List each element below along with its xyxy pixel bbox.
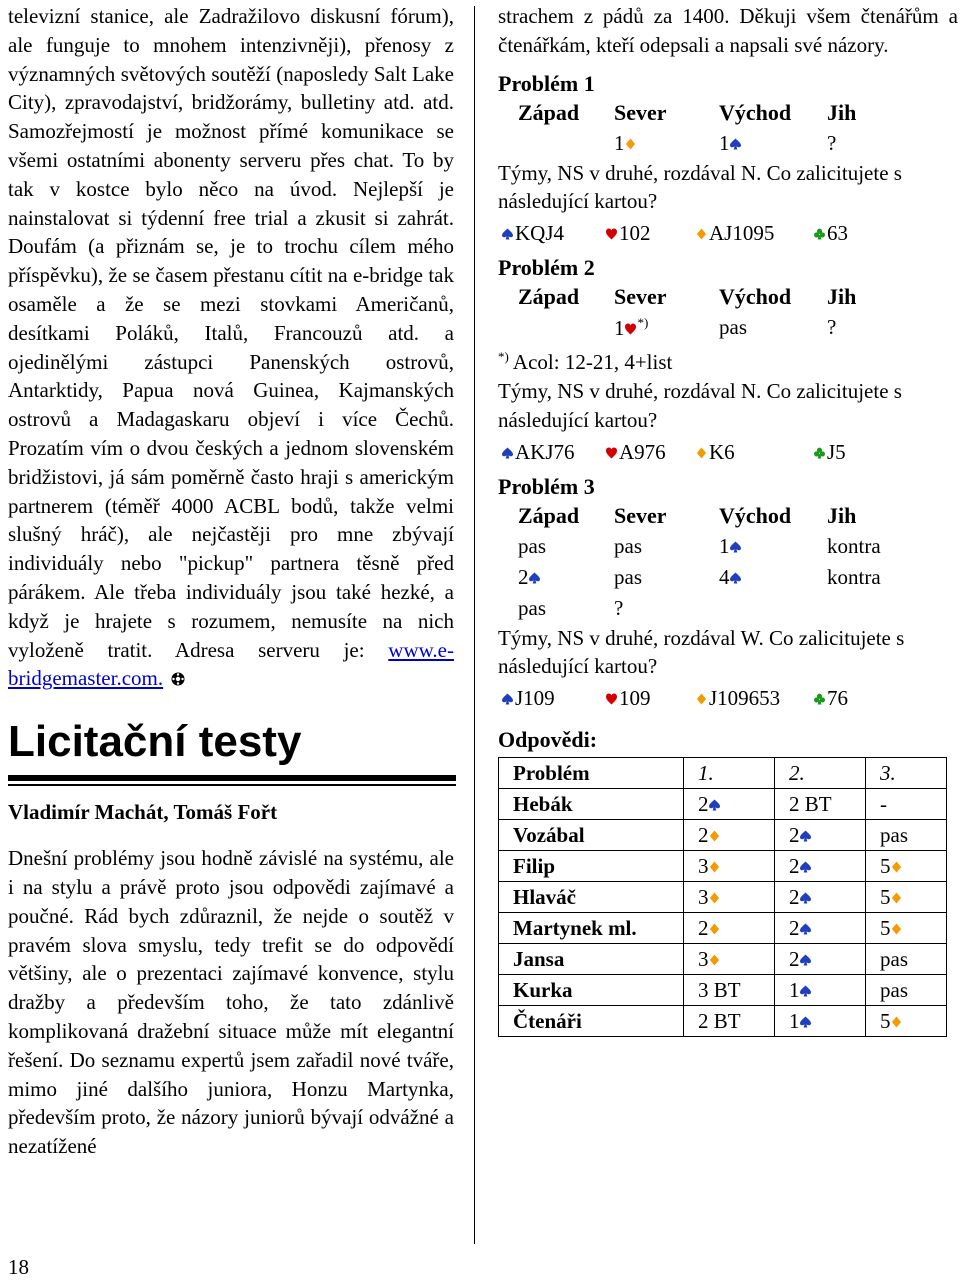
spade-icon bbox=[730, 541, 741, 553]
answer-cell bbox=[866, 851, 947, 882]
bidding-header: Východ bbox=[719, 284, 792, 310]
answers-header-row bbox=[499, 758, 947, 789]
diamond-icon bbox=[709, 954, 720, 966]
spade-icon bbox=[529, 572, 540, 584]
bid-value: 1 bbox=[719, 533, 730, 558]
bid-cell bbox=[719, 531, 827, 562]
bid-value: kontra bbox=[827, 564, 881, 589]
answer-cell bbox=[684, 789, 775, 820]
answers-header-cell: 2. bbox=[775, 758, 866, 789]
bid-value: 2 bbox=[789, 822, 800, 847]
answer-cell: Filip bbox=[499, 851, 684, 882]
problem-title: Problém 1 bbox=[498, 70, 595, 96]
bidding-row bbox=[518, 562, 927, 593]
bid-value: 3 bbox=[698, 884, 709, 909]
article-paragraph bbox=[8, 2, 454, 693]
hand-spades: J109 bbox=[515, 686, 555, 711]
heart-icon bbox=[625, 323, 636, 335]
spade-icon bbox=[800, 892, 811, 904]
problem-1 bbox=[498, 70, 958, 249]
club-icon bbox=[814, 693, 825, 705]
answer-cell bbox=[866, 882, 947, 913]
club-icon bbox=[814, 228, 825, 240]
spade-icon bbox=[800, 861, 811, 873]
spade-icon bbox=[800, 985, 811, 997]
answer-row bbox=[499, 975, 947, 1006]
bid-cell bbox=[614, 593, 719, 624]
hand-hearts: 109 bbox=[619, 686, 651, 711]
hand-clubs: 63 bbox=[827, 221, 848, 246]
bid-value: kontra bbox=[827, 533, 881, 558]
bid-value: 1 bbox=[614, 130, 625, 155]
answer-cell: Martynek ml. bbox=[499, 913, 684, 944]
bidding-row bbox=[518, 128, 927, 159]
answer-row bbox=[499, 944, 947, 975]
bid-cell bbox=[518, 593, 614, 624]
bid-cell bbox=[518, 531, 614, 562]
spade-icon bbox=[730, 572, 741, 584]
article-paragraph-2: Dnešní problémy jsou hodně závislé na systému, ale i na stylu a právě proto jsou odpovědi zajímavé a poučné. Rád bych zdůraznil, že nejde o soutěž v pravém slova smyslu, tedy trefit se do odpovědí většiny, ale o prezentaci zajímavé konvence, stylu dražby a především toho, že tato zdánlivě komplikovaná dražební situace může mít elegantní řešení. Do seznamu expertů jsem zařadil nové tváře, mimo jiné dalšího juniora, Honzu Martynka, především proto, že názory juniorů bývají odvážné a nezatížené bbox=[8, 846, 454, 1159]
bid-value: 3 bbox=[698, 946, 709, 971]
hand-clubs: J5 bbox=[827, 439, 846, 464]
answer-row bbox=[499, 789, 947, 820]
right-column bbox=[498, 2, 958, 1037]
problem-title: Problém 3 bbox=[498, 473, 595, 499]
bid-value: 5 bbox=[880, 915, 891, 940]
problem-question: Týmy, NS v druhé, rozdával N. Co zalicitujete s následující kartou? bbox=[498, 160, 902, 214]
problem-3 bbox=[498, 473, 958, 714]
paragraph-text: televizní stanice, ale Zadražilovo diskusní fórum), ale funguje to mnohem intenzivněji), přenosy z významných světových soutěží (naposledy Salt Lake City), zpravodajství, bridžorámy, bulletiny atd. atd. Samozřejmostí je možnost přímé komunikace se všemi ostatními abonenty serveru přes chat. To by tak v kostce bylo něco na úvod. Nejlepší je nainstalovat si týdenní free trial a zkusit si zahrát. Doufám (a přiznám se, je to trochu cílem mého příspěvku), že se časem přestanu cítit na e-bridge tak osaměle a že se mezi stovkami Američanů, desítkami Poláků, Italů, Francouzů atd. a ojedinělými zástupci Panenských ostrovů, Antarktidy, Papua nová Guinea, Kajmanských ostrovů a Madagaskaru objeví i více Čechů. Prozatím vím o dvou českých a jednom slovenském bridžistovi, já sám poměrně často hraji s americkým partnerem (téměř 4000 ACBL bodů, takže velmi slušný hráč), ale nejčastěji pro mne zbývají individuály nebo "pickup" partnera těsně před párákem. Ale třeba individuály jsou také hezké, a když je hrajete s rozumem, nemusíte na nich vyloženě tratit. Adresa serveru je: bbox=[8, 4, 454, 662]
bid-value: 1 bbox=[789, 977, 800, 1002]
bid-value: 5 bbox=[880, 1008, 891, 1033]
bidding-header: Sever bbox=[614, 99, 667, 125]
hand-diamonds: AJ1095 bbox=[709, 221, 775, 246]
diamond-icon bbox=[709, 830, 720, 842]
problem-question: Týmy, NS v druhé, rozdával N. Co zalicitujete s následující kartou? bbox=[498, 378, 902, 432]
club-icon bbox=[814, 447, 825, 459]
bid-value: 3 BT bbox=[698, 977, 741, 1002]
bid-value: 5 bbox=[880, 884, 891, 909]
heart-icon bbox=[606, 228, 617, 240]
answer-row bbox=[499, 820, 947, 851]
spade-icon bbox=[800, 830, 811, 842]
diamond-icon bbox=[891, 892, 902, 904]
bidding-row bbox=[518, 593, 927, 624]
hand bbox=[502, 683, 958, 713]
title-rule-thin bbox=[8, 784, 456, 786]
answer-cell bbox=[684, 944, 775, 975]
answer-cell bbox=[775, 913, 866, 944]
left-column bbox=[8, 2, 454, 1161]
title-rule-thick bbox=[8, 775, 456, 781]
bid-value: 2 BT bbox=[789, 791, 832, 816]
bid-value: 2 bbox=[789, 915, 800, 940]
diamond-icon bbox=[625, 138, 636, 150]
bid-value: ? bbox=[614, 595, 624, 620]
hand-clubs: 76 bbox=[827, 686, 848, 711]
diamond-icon bbox=[696, 693, 707, 705]
answer-cell bbox=[684, 913, 775, 944]
answer-cell bbox=[866, 789, 947, 820]
problem-question: Týmy, NS v druhé, rozdával W. Co zalicitujete s následující kartou? bbox=[498, 625, 905, 679]
bidding-header: Jih bbox=[827, 284, 857, 310]
bid-cell bbox=[614, 128, 719, 159]
diamond-icon bbox=[709, 861, 720, 873]
bid-value: pas bbox=[880, 946, 908, 971]
bid-value: pas bbox=[518, 595, 546, 620]
bid-value: pas bbox=[719, 315, 747, 340]
answer-cell bbox=[775, 882, 866, 913]
bidding-table bbox=[518, 98, 927, 159]
answer-cell bbox=[866, 975, 947, 1006]
section-title: Licitační testy bbox=[8, 717, 302, 767]
spade-icon bbox=[800, 954, 811, 966]
answer-cell bbox=[866, 1006, 947, 1037]
bid-cell bbox=[518, 562, 614, 593]
hand-hearts: 102 bbox=[619, 221, 651, 246]
bid-value: 2 BT bbox=[698, 1008, 741, 1033]
bid-value: 3 bbox=[698, 853, 709, 878]
bid-value: pas bbox=[614, 564, 642, 589]
answer-cell bbox=[775, 851, 866, 882]
spade-icon bbox=[800, 923, 811, 935]
problems-list bbox=[498, 70, 958, 714]
bid-value: 2 bbox=[698, 822, 709, 847]
bid-value: 2 bbox=[789, 884, 800, 909]
page-number: 18 bbox=[8, 1255, 29, 1279]
answer-cell bbox=[684, 820, 775, 851]
bid-cell bbox=[827, 312, 927, 343]
bid-value: 2 bbox=[518, 564, 529, 589]
hand-spades: KQJ4 bbox=[515, 221, 565, 246]
answer-cell bbox=[775, 944, 866, 975]
hand bbox=[502, 437, 958, 467]
end-mark-icon bbox=[171, 672, 185, 686]
spade-icon bbox=[730, 138, 741, 150]
bid-cell bbox=[518, 312, 614, 343]
spade-icon bbox=[709, 799, 720, 811]
answer-cell: Čtenáři bbox=[499, 1006, 684, 1037]
answer-cell bbox=[684, 975, 775, 1006]
bidding-table bbox=[518, 282, 927, 343]
bidding-header: Západ bbox=[518, 284, 580, 310]
answers-header-cell: 3. bbox=[866, 758, 947, 789]
answer-cell bbox=[775, 820, 866, 851]
bid-value: 2 bbox=[789, 946, 800, 971]
hand-diamonds: J109653 bbox=[709, 686, 781, 711]
bidding-header: Sever bbox=[614, 284, 667, 310]
bid-value: 1 bbox=[719, 130, 730, 155]
bid-cell bbox=[827, 593, 927, 624]
answer-cell bbox=[775, 975, 866, 1006]
bidding-table bbox=[518, 501, 927, 624]
bid-value: 4 bbox=[719, 564, 730, 589]
bid-value: pas bbox=[880, 822, 908, 847]
answers-table bbox=[498, 757, 947, 1037]
footnote-mark: *) bbox=[637, 314, 649, 330]
problem-2 bbox=[498, 254, 958, 466]
answer-cell: Jansa bbox=[499, 944, 684, 975]
diamond-icon bbox=[709, 892, 720, 904]
answer-cell bbox=[866, 913, 947, 944]
column-divider bbox=[474, 6, 475, 1244]
bid-value: 1 bbox=[789, 1008, 800, 1033]
intro-paragraph: strachem z pádů za 1400. Děkuji všem čtenářům a čtenářkám, kteří odepsali a napsali své názory. bbox=[498, 4, 958, 57]
bidding-row bbox=[518, 312, 927, 343]
bid-cell bbox=[719, 562, 827, 593]
heart-icon bbox=[606, 693, 617, 705]
diamond-icon bbox=[891, 923, 902, 935]
answer-row bbox=[499, 913, 947, 944]
answers-title: Odpovědi: bbox=[498, 727, 598, 753]
bid-cell bbox=[827, 562, 927, 593]
bid-cell bbox=[518, 128, 614, 159]
bid-cell bbox=[719, 128, 827, 159]
answer-cell: Vozábal bbox=[499, 820, 684, 851]
answer-cell: Hlaváč bbox=[499, 882, 684, 913]
bidding-header: Východ bbox=[719, 502, 792, 528]
hand bbox=[502, 218, 958, 248]
diamond-icon bbox=[696, 228, 707, 240]
answers-header-cell: 1. bbox=[684, 758, 775, 789]
answer-cell bbox=[775, 789, 866, 820]
answer-row bbox=[499, 882, 947, 913]
bid-value: 1 bbox=[614, 315, 625, 340]
server-link[interactable]: www.e-bridgemaster.com. bbox=[8, 637, 454, 691]
bid-value: pas bbox=[880, 977, 908, 1002]
spade-icon bbox=[502, 447, 513, 459]
problem-title: Problém 2 bbox=[498, 255, 595, 281]
footnote: *) Acol: 12-21, 4+list bbox=[498, 349, 673, 375]
answer-cell: Kurka bbox=[499, 975, 684, 1006]
bid-value: 2 bbox=[698, 915, 709, 940]
bid-cell bbox=[719, 312, 827, 343]
diamond-icon bbox=[891, 1016, 902, 1028]
answer-cell bbox=[775, 1006, 866, 1037]
answer-cell bbox=[684, 882, 775, 913]
bid-value: 2 bbox=[789, 853, 800, 878]
bid-cell bbox=[614, 562, 719, 593]
bid-cell bbox=[827, 128, 927, 159]
diamond-icon bbox=[696, 447, 707, 459]
bid-cell bbox=[614, 312, 719, 343]
answer-cell bbox=[866, 944, 947, 975]
answer-row bbox=[499, 1006, 947, 1037]
bidding-header: Západ bbox=[518, 502, 580, 528]
answer-cell bbox=[684, 1006, 775, 1037]
bidding-header: Východ bbox=[719, 99, 792, 125]
bid-value: 2 bbox=[698, 791, 709, 816]
bid-value: pas bbox=[614, 533, 642, 558]
hand-hearts: A976 bbox=[619, 439, 666, 464]
answer-row bbox=[499, 851, 947, 882]
bid-cell bbox=[614, 531, 719, 562]
spade-icon bbox=[502, 228, 513, 240]
hand-spades: AKJ76 bbox=[515, 439, 575, 464]
answer-cell: Hebák bbox=[499, 789, 684, 820]
bid-value: - bbox=[880, 791, 887, 816]
spade-icon bbox=[502, 693, 513, 705]
diamond-icon bbox=[891, 861, 902, 873]
bidding-header: Jih bbox=[827, 502, 857, 528]
bid-value: 5 bbox=[880, 853, 891, 878]
answers-header-cell: Problém bbox=[499, 758, 684, 789]
bidding-header: Sever bbox=[614, 502, 667, 528]
spade-icon bbox=[800, 1016, 811, 1028]
bidding-row bbox=[518, 531, 927, 562]
bid-value: pas bbox=[518, 533, 546, 558]
answer-cell bbox=[866, 820, 947, 851]
bidding-header: Jih bbox=[827, 99, 857, 125]
bid-value: ? bbox=[827, 130, 837, 155]
heart-icon bbox=[606, 447, 617, 459]
bidding-header: Západ bbox=[518, 99, 580, 125]
diamond-icon bbox=[709, 923, 720, 935]
bid-value: ? bbox=[827, 315, 837, 340]
bid-cell bbox=[827, 531, 927, 562]
bid-cell bbox=[719, 593, 827, 624]
answer-cell bbox=[684, 851, 775, 882]
authors: Vladimír Machát, Tomáš Fořt bbox=[8, 800, 278, 825]
hand-diamonds: K6 bbox=[709, 439, 735, 464]
